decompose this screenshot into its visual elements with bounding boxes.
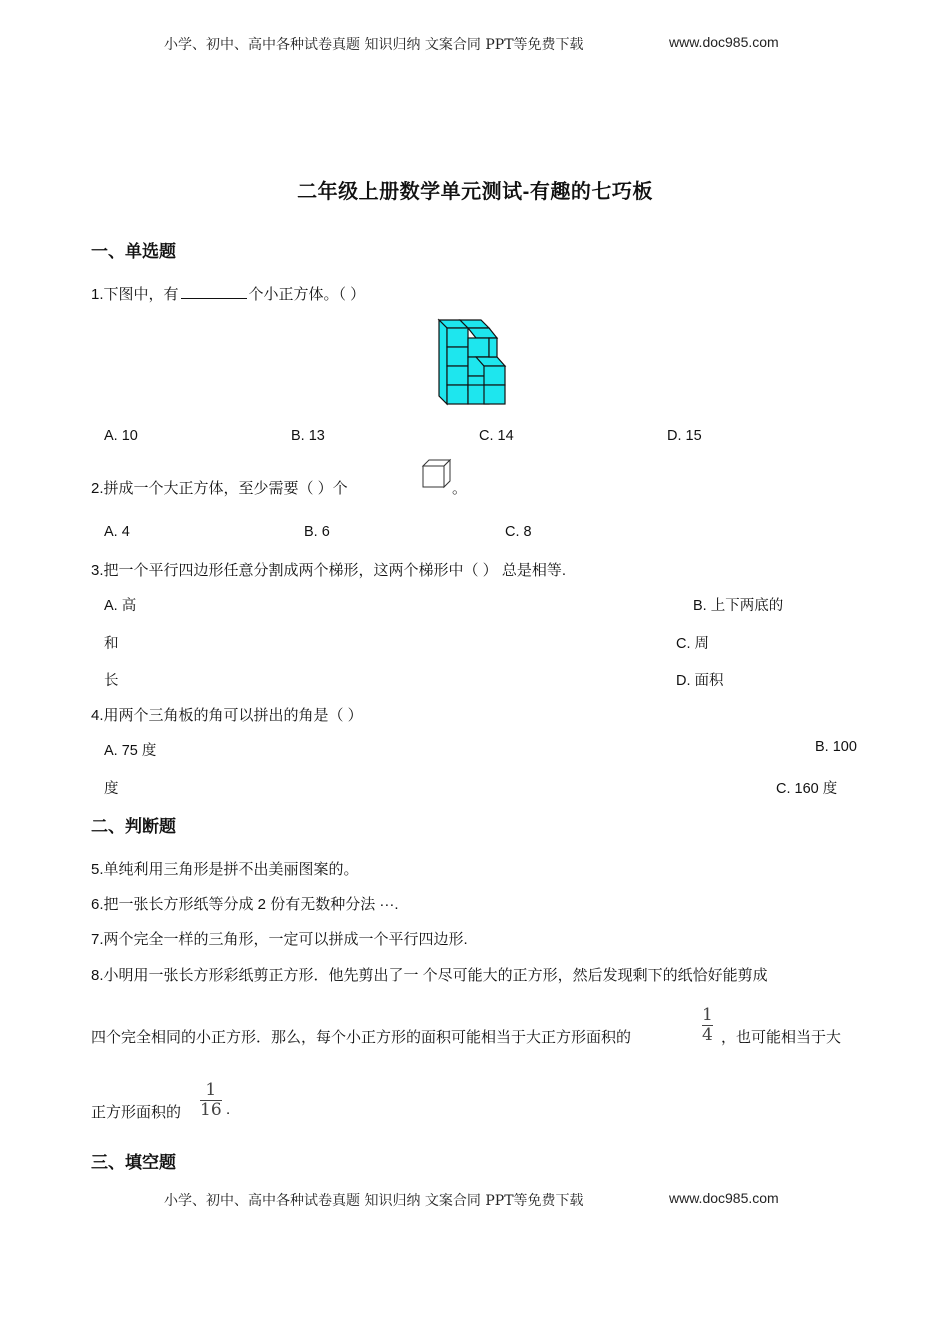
question-1-text-post: 个小正方体。（ ） bbox=[248, 286, 366, 303]
section-heading-fill-blank: 三、填空题 bbox=[91, 1153, 176, 1172]
cube-front-face bbox=[447, 366, 468, 385]
fraction-numerator: 1 bbox=[702, 1005, 713, 1025]
footer-site[interactable]: www.doc985.com bbox=[669, 1190, 779, 1206]
q3-option-d[interactable]: D. 面积 bbox=[676, 673, 724, 689]
q1-option-a[interactable]: A. 10 bbox=[104, 428, 138, 444]
answer-blank[interactable] bbox=[181, 284, 247, 299]
cube-front-face bbox=[468, 338, 489, 357]
cube-front-face bbox=[447, 347, 468, 366]
q4-option-c[interactable]: C. 160 度 bbox=[776, 781, 838, 797]
page-title: 二年级上册数学单元测试-有趣的七巧板 bbox=[297, 181, 653, 203]
q1-option-b[interactable]: B. 13 bbox=[291, 428, 325, 444]
small-cube-icon bbox=[420, 458, 452, 490]
q4-option-b[interactable]: B. 100 bbox=[815, 739, 857, 755]
fraction-one-sixteenth bbox=[200, 1082, 222, 1119]
question-1 bbox=[91, 283, 365, 304]
question-2-text-pre: 2.拼成一个大正方体，至少需要（ ）个 bbox=[91, 480, 348, 497]
cube-front-face bbox=[447, 385, 468, 404]
question-5: 5.单纯利用三角形是拼不出美丽图案的。 bbox=[91, 861, 359, 878]
fraction-denominator: 4 bbox=[702, 1025, 713, 1045]
footer-slogan: 小学、初中、高中各种试卷真题 知识归纳 文案合同 PPT等免费下载 bbox=[164, 1193, 584, 1209]
question-2 bbox=[91, 477, 348, 498]
question-8-line-2-end: ，也可能相当于大 bbox=[721, 1029, 842, 1046]
cube-front-face bbox=[484, 385, 505, 404]
cube-side-face bbox=[439, 320, 447, 404]
q4-option-b-cont: 度 bbox=[104, 781, 119, 797]
question-2-text-post: 。 bbox=[452, 480, 468, 497]
section-heading-single-choice: 一、单选题 bbox=[91, 242, 176, 261]
question-4: 4.用两个三角板的角可以拼出的角是（ ） bbox=[91, 707, 363, 724]
q3-option-b-cont: 和 bbox=[104, 636, 119, 652]
q4-option-a[interactable]: A. 75 度 bbox=[104, 743, 157, 759]
q3-option-a[interactable]: A. 高 bbox=[104, 598, 137, 614]
fraction-numerator: 1 bbox=[205, 1080, 217, 1100]
cube-top-face bbox=[468, 328, 497, 338]
q3-option-b[interactable]: B. 上下两底的 bbox=[693, 598, 784, 614]
q1-option-d[interactable]: D. 15 bbox=[667, 428, 702, 444]
header-site[interactable]: www.doc985.com bbox=[669, 34, 779, 50]
question-8-line-1: 8.小明用一张长方形彩纸剪正方形．他先剪出了一 个尽可能大的正方形，然后发现剩下的纸恰好能剪成 bbox=[91, 967, 768, 984]
cube-side-face bbox=[489, 338, 497, 357]
q1-option-c[interactable]: C. 14 bbox=[479, 428, 514, 444]
question-3: 3.把一个平行四边形任意分割成两个梯形，这两个梯形中（ ） 总是相等. bbox=[91, 562, 567, 579]
q2-option-a[interactable]: A. 4 bbox=[104, 524, 130, 540]
question-8-line-3: 正方形面积的 bbox=[91, 1104, 182, 1121]
q3-option-c-cont: 长 bbox=[104, 673, 119, 689]
question-6: 6.把一张长方形纸等分成 2 份有无数种分法 ···. bbox=[91, 896, 399, 913]
question-7: 7.两个完全一样的三角形，一定可以拼成一个平行四边形. bbox=[91, 931, 468, 948]
cube-front-face bbox=[447, 328, 468, 347]
fraction-denominator: 16 bbox=[200, 1100, 222, 1120]
question-1-text-pre: 1.下图中，有 bbox=[91, 286, 179, 303]
q2-option-c[interactable]: C. 8 bbox=[505, 524, 532, 540]
fraction-one-quarter bbox=[702, 1007, 713, 1044]
section-heading-true-false: 二、判断题 bbox=[91, 817, 176, 836]
q2-option-b[interactable]: B. 6 bbox=[304, 524, 330, 540]
question-8-line-3-end: . bbox=[226, 1101, 231, 1118]
cube-front-face bbox=[484, 366, 505, 385]
question-8-line-2: 四个完全相同的小正方形．那么，每个小正方形的面积可能相当于大正方形面积的 bbox=[91, 1029, 632, 1046]
q3-option-c[interactable]: C. 周 bbox=[676, 636, 710, 652]
header-slogan: 小学、初中、高中各种试卷真题 知识归纳 文案合同 PPT等免费下载 bbox=[164, 37, 584, 53]
cube-stack-figure bbox=[430, 314, 514, 410]
